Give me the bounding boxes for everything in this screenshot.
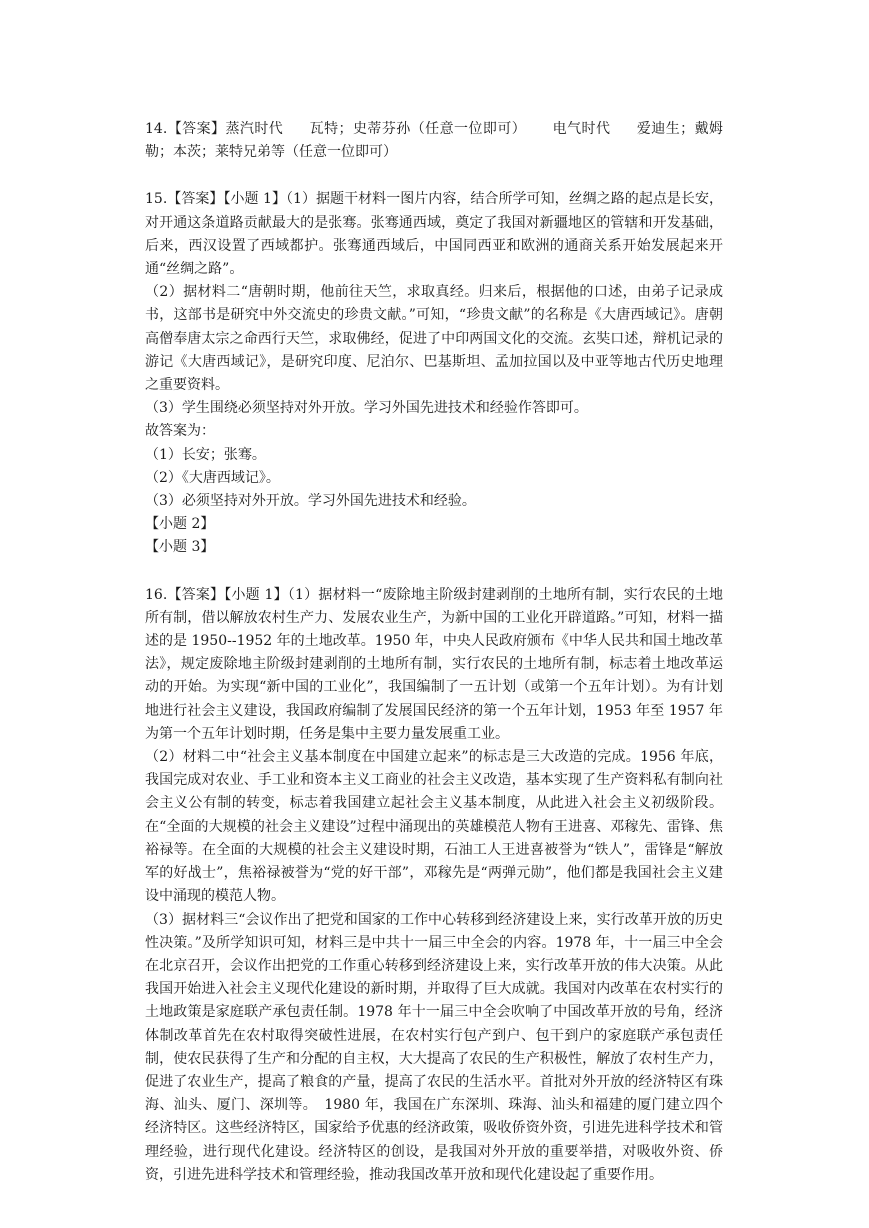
answer-15-p2: （2）据材料二“唐朝时期，他前往天竺，求取真经。归来后，根据他的口述，由弟子记录成书，这部书是研究中外交流史的珍贵文献。”可知，“珍贵文献”的名称是《大唐西域记》。唐朝高僧奉唐太宗之命西行天竺，求取佛经，促进了中印两国文化的交流。玄奘口述，辩机记录的游记《大唐西域记》，是研究印度、尼泊尔、巴基斯坦、孟加拉国以及中亚等地古代历史地理之重要资料。 [145, 284, 723, 394]
answer-16-p3: （3）据材料三“会议作出了把党和国家的工作中心转移到经济建设上来，实行改革开放的历史性决策。”及所学知识可知，材料三是中共十一届三中全会的内容。1978 年，十一届三中全会在北京召开，会议作出把党的工作重心转移到经济建设上来，实行改革开放的伟大决策。从此我国开始进入社会主义现代化建设的新时期，并取得了巨大成就。我国对内改革在农村实行的土地政策是家庭联产承包责任制。1978 年十一届三中全会吹响了中国改革开放的号角，经济体制改革首先在农村取得突破性进展，在农村实行包产到户、包干到户的家庭联产承包责任制，使农民获得了生产和分配的自主权，大大提高了农民的生产积极性，解放了农村生产力，促进了农业生产，提高了粮食的产量，提高了农民的生活水平。首批对外开放的经济特区有珠海、汕头、厦门、深圳等。 1980 年，我国在广东深圳、珠海、汕头和福建的厦门建立四个经济特区。这些经济特区，国家给予优惠的经济政策，吸收侨资外资，引进先进科学技术和管理经验，进行现代化建设。经济特区的创设，是我国对外开放的重要举措，对吸收外资、侨资，引进先进科学技术和管理经验，推动我国改革开放和现代化建设起了重要作用。 [145, 911, 723, 1183]
document-page [145, 118, 723, 1187]
answer-15-p5: （1）长安；张骞。 [145, 446, 266, 463]
answer-15-p6: （2）《大唐西域记》。 [145, 469, 280, 486]
answer-14-part1: 14.【答案】蒸汽时代 [145, 121, 284, 137]
answer-15-p1: 15.【答案】【小题 1】（1）据题干材料一图片内容，结合所学可知，丝绸之路的起点是长安，对开通这条道路贡献最大的是张骞。张骞通西域，奠定了我国对新疆地区的管辖和开发基础，后来，西汉设置了西域都护。张骞通西域后，中国同西亚和欧洲的通商关系开始发展起来开通“丝绸之路”。 [145, 191, 723, 278]
answer-14-part2: 瓦特；史蒂芬孙（任意一位即可） [309, 121, 527, 137]
answer-16-p1: 16.【答案】【小题 1】（1）据材料一“废除地主阶级封建剥削的土地所有制，实行农民的土地所有制，借以解放农村生产力、发展农业生产，为新中国的工业化开辟道路。”可知，材料一描述的是 1950--1952 年的土地改革。1950 年，中央人民政府颁布《中华人民共和国土地改革法》，规定废除地主阶级封建剥削的土地所有制，实行农民的土地所有制，标志着土地改革运动的开始。为实现“新中国的工业化”，我国编制了一五计划（或第一个五年计划）。为有计划地进行社会主义建设，我国政府编制了发展国民经济的第一个五年计划，1953 年至 1957 年为第一个五年计划时期，任务是集中主要力量发展重工业。 [145, 586, 723, 742]
answer-15-p3: （3）学生围绕必须坚持对外开放。学习外国先进技术和经验作答即可。 [145, 400, 588, 417]
answer-14 [145, 118, 723, 164]
answer-14-part3: 电气时代 [552, 121, 611, 137]
answer-15-p9: 【小题 3】 [145, 539, 215, 556]
answer-15-p4: 故答案为： [145, 423, 215, 440]
answer-15-p8: 【小题 2】 [145, 516, 215, 533]
answer-14-part4: 爱迪生；戴姆勒；本茨；莱特兄弟等（任意一位即可） [145, 121, 724, 161]
answer-16-p2: （2）材料二中“社会主义基本制度在中国建立起来”的标志是三大改造的完成。1956 年底，我国完成对农业、手工业和资本主义工商业的社会主义改造，基本实现了生产资料私有制向社会主义公有制的转变，标志着我国建立起社会主义基本制度，从此进入社会主义初级阶段。在“全面的大规模的社会主义建设”过程中涌现出的英雄模范人物有王进喜、邓稼先、雷锋、焦裕禄等。在全面的大规模的社会主义建设时期，石油工人王进喜被誉为“铁人”，雷锋是“解放军的好战士”，焦裕禄被誉为“党的好干部”，邓稼先是“两弹元勋”，他们都是我国社会主义建设中涌现的模范人物。 [145, 749, 723, 905]
answer-15-p7: （3）必须坚持对外开放。学习外国先进技术和经验。 [145, 493, 476, 510]
